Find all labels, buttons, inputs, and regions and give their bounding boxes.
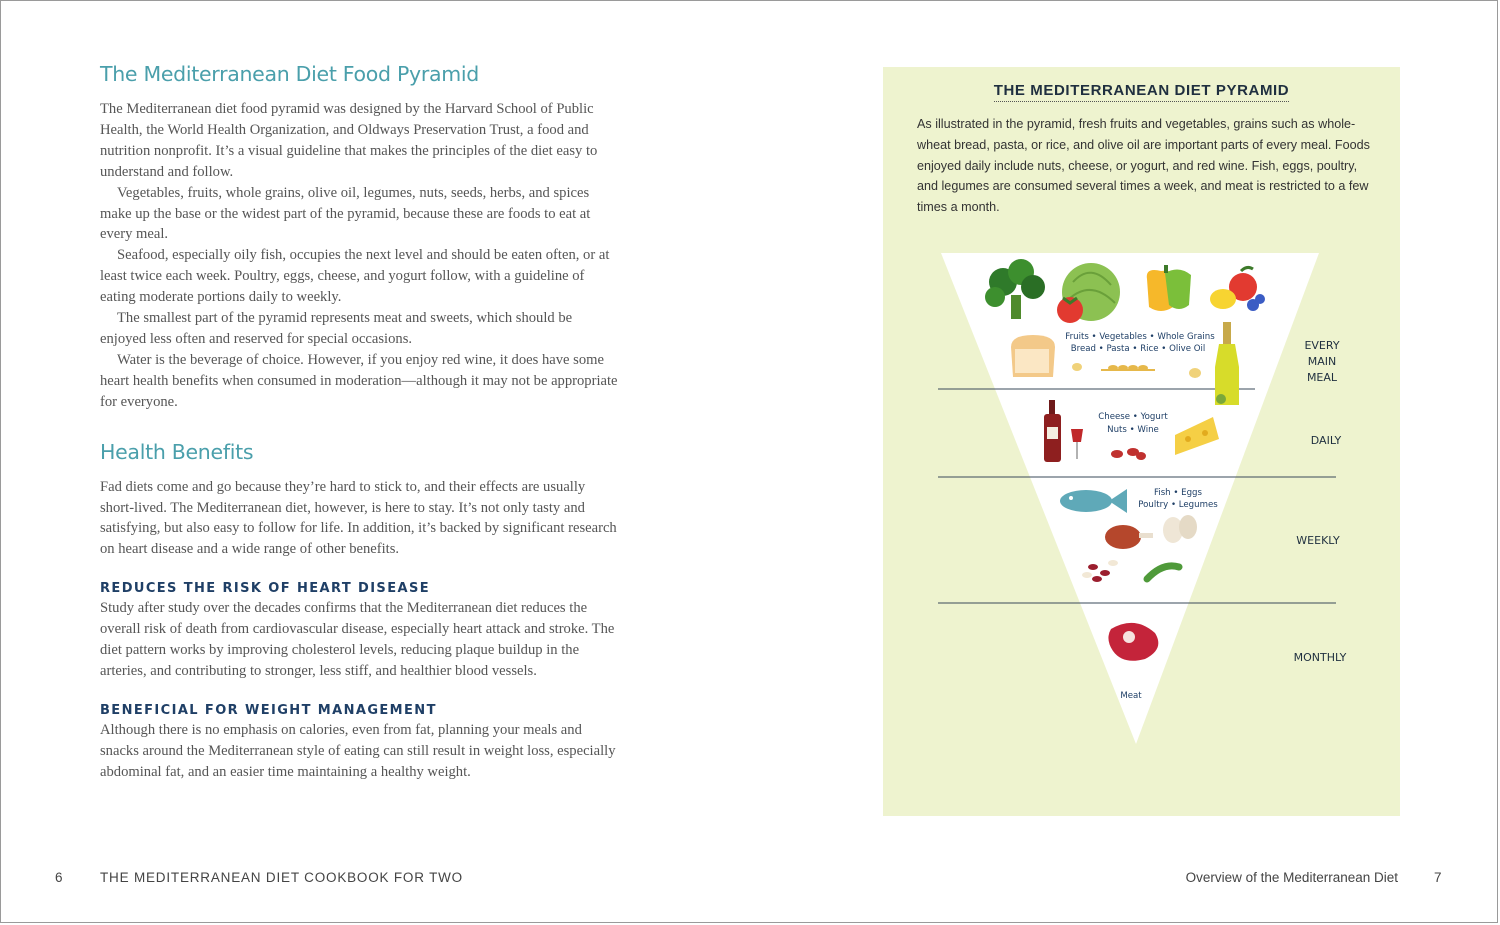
bread-icon — [1011, 335, 1055, 377]
section-heading-health-benefits: Health Benefits — [100, 439, 254, 464]
frequency-label-every-main-meal: EVERY — [1304, 339, 1340, 352]
paragraph: The Mediterranean diet food pyramid was designed by the Harvard School of Public Health, the World Health Organization, and Oldways Preservation Trust, a food and nutrition nonprofit. It’s a visual guideline that makes the principles of the diet easy to understand and follow. — [100, 101, 598, 180]
left-page-number: 6 — [55, 870, 63, 885]
panel-description: As illustrated in the pyramid, fresh fruits and vegetables, grains such as whole-wheat bread, pasta, or rice, and olive oil are important parts of every meal. Foods enjoyed daily include nuts, cheese, or yogurt, and red wine. Fish, eggs, poultry, and legumes are consumed several times a week, and meat is restricted to a few times a month. — [917, 117, 1370, 215]
right-page-number: 7 — [1434, 870, 1442, 885]
tier2-label: Nuts • Wine — [1107, 425, 1159, 435]
food-pyramid-illustration — [883, 67, 1400, 816]
tier1-label: Fruits • Vegetables • Whole Grains — [1065, 332, 1215, 342]
tier3-label: Poultry • Legumes — [1138, 500, 1218, 510]
pyramid-sidebar-panel — [883, 67, 1400, 816]
tier1-label: Bread • Pasta • Rice • Olive Oil — [1070, 344, 1206, 354]
running-title-chapter: Overview of the Mediterranean Diet — [1185, 870, 1398, 885]
pyramid-triangle — [941, 253, 1319, 744]
frequency-label-daily: DAILY — [1310, 434, 1342, 447]
frequency-label-monthly: MONTHLY — [1293, 651, 1347, 664]
tier4-label: Meat — [1120, 691, 1142, 701]
tier2-label: Cheese • Yogurt — [1098, 412, 1168, 422]
paragraph: Water is the beverage of choice. However, if you enjoy red wine, it does have some heart health benefits when consumed in moderation—although it may not be appropriate for everyone. — [100, 351, 618, 410]
subheading-heart-disease: REDUCES THE RISK OF HEART DISEASE — [100, 581, 430, 597]
paragraph: Although there is no emphasis on calories, even from fat, planning your meals and snacks around the Mediterranean style of eating can still result in weight loss, especially abdominal fat, and an easier time maintaining a healthy weight. — [100, 721, 616, 780]
frequency-label-every-main-meal: MEAL — [1306, 371, 1338, 384]
left-page-content — [100, 62, 620, 783]
tier3-label: Fish • Eggs — [1154, 488, 1202, 498]
paragraph: Seafood, especially oily fish, occupies the next level and should be eaten often, or at least twice each week. Poultry, eggs, cheese, and yogurt follow, with a guideline of eating moderate portions daily to weekly. — [100, 247, 610, 306]
paragraph: Study after study over the decades confirms that the Mediterranean diet reduces the overall risk of death from cardiovascular disease, especially heart attack and stroke. The diet pattern works by improving cholesterol levels, reducing plaque buildup in the arteries, and contributing to stronger, less stiff, and healthier blood vessels. — [100, 600, 615, 679]
frequency-label-every-main-meal: MAIN — [1307, 355, 1337, 368]
paragraph: Vegetables, fruits, whole grains, olive oil, legumes, nuts, seeds, herbs, and spices make up the base or the widest part of the pyramid, because these are foods to eat at every meal. — [100, 184, 591, 243]
paragraph: The smallest part of the pyramid represents meat and sweets, which should be enjoyed less often and reserved for special occasions. — [100, 310, 573, 347]
panel-title-text: THE MEDITERRANEAN DIET PYRAMID — [994, 82, 1290, 102]
bell-pepper-icon — [1147, 265, 1191, 311]
subheading-weight-management: BENEFICIAL FOR WEIGHT MANAGEMENT — [100, 702, 437, 718]
paragraph: Fad diets come and go because they’re hard to stick to, and their effects are usually short-lived. The Mediterranean diet, however, is here to stay. It’s not only tasty and satisfying, but also easy to follow for life. In addition, it’s backed by significant research on heart disease and a wide range of other benefits. — [100, 478, 617, 558]
running-title-book: THE MEDITERRANEAN DIET COOKBOOK FOR TWO — [100, 870, 463, 885]
frequency-label-weekly: WEEKLY — [1296, 534, 1340, 547]
tomato-icon — [1057, 297, 1083, 323]
section-heading-pyramid: The Mediterranean Diet Food Pyramid — [100, 62, 480, 86]
